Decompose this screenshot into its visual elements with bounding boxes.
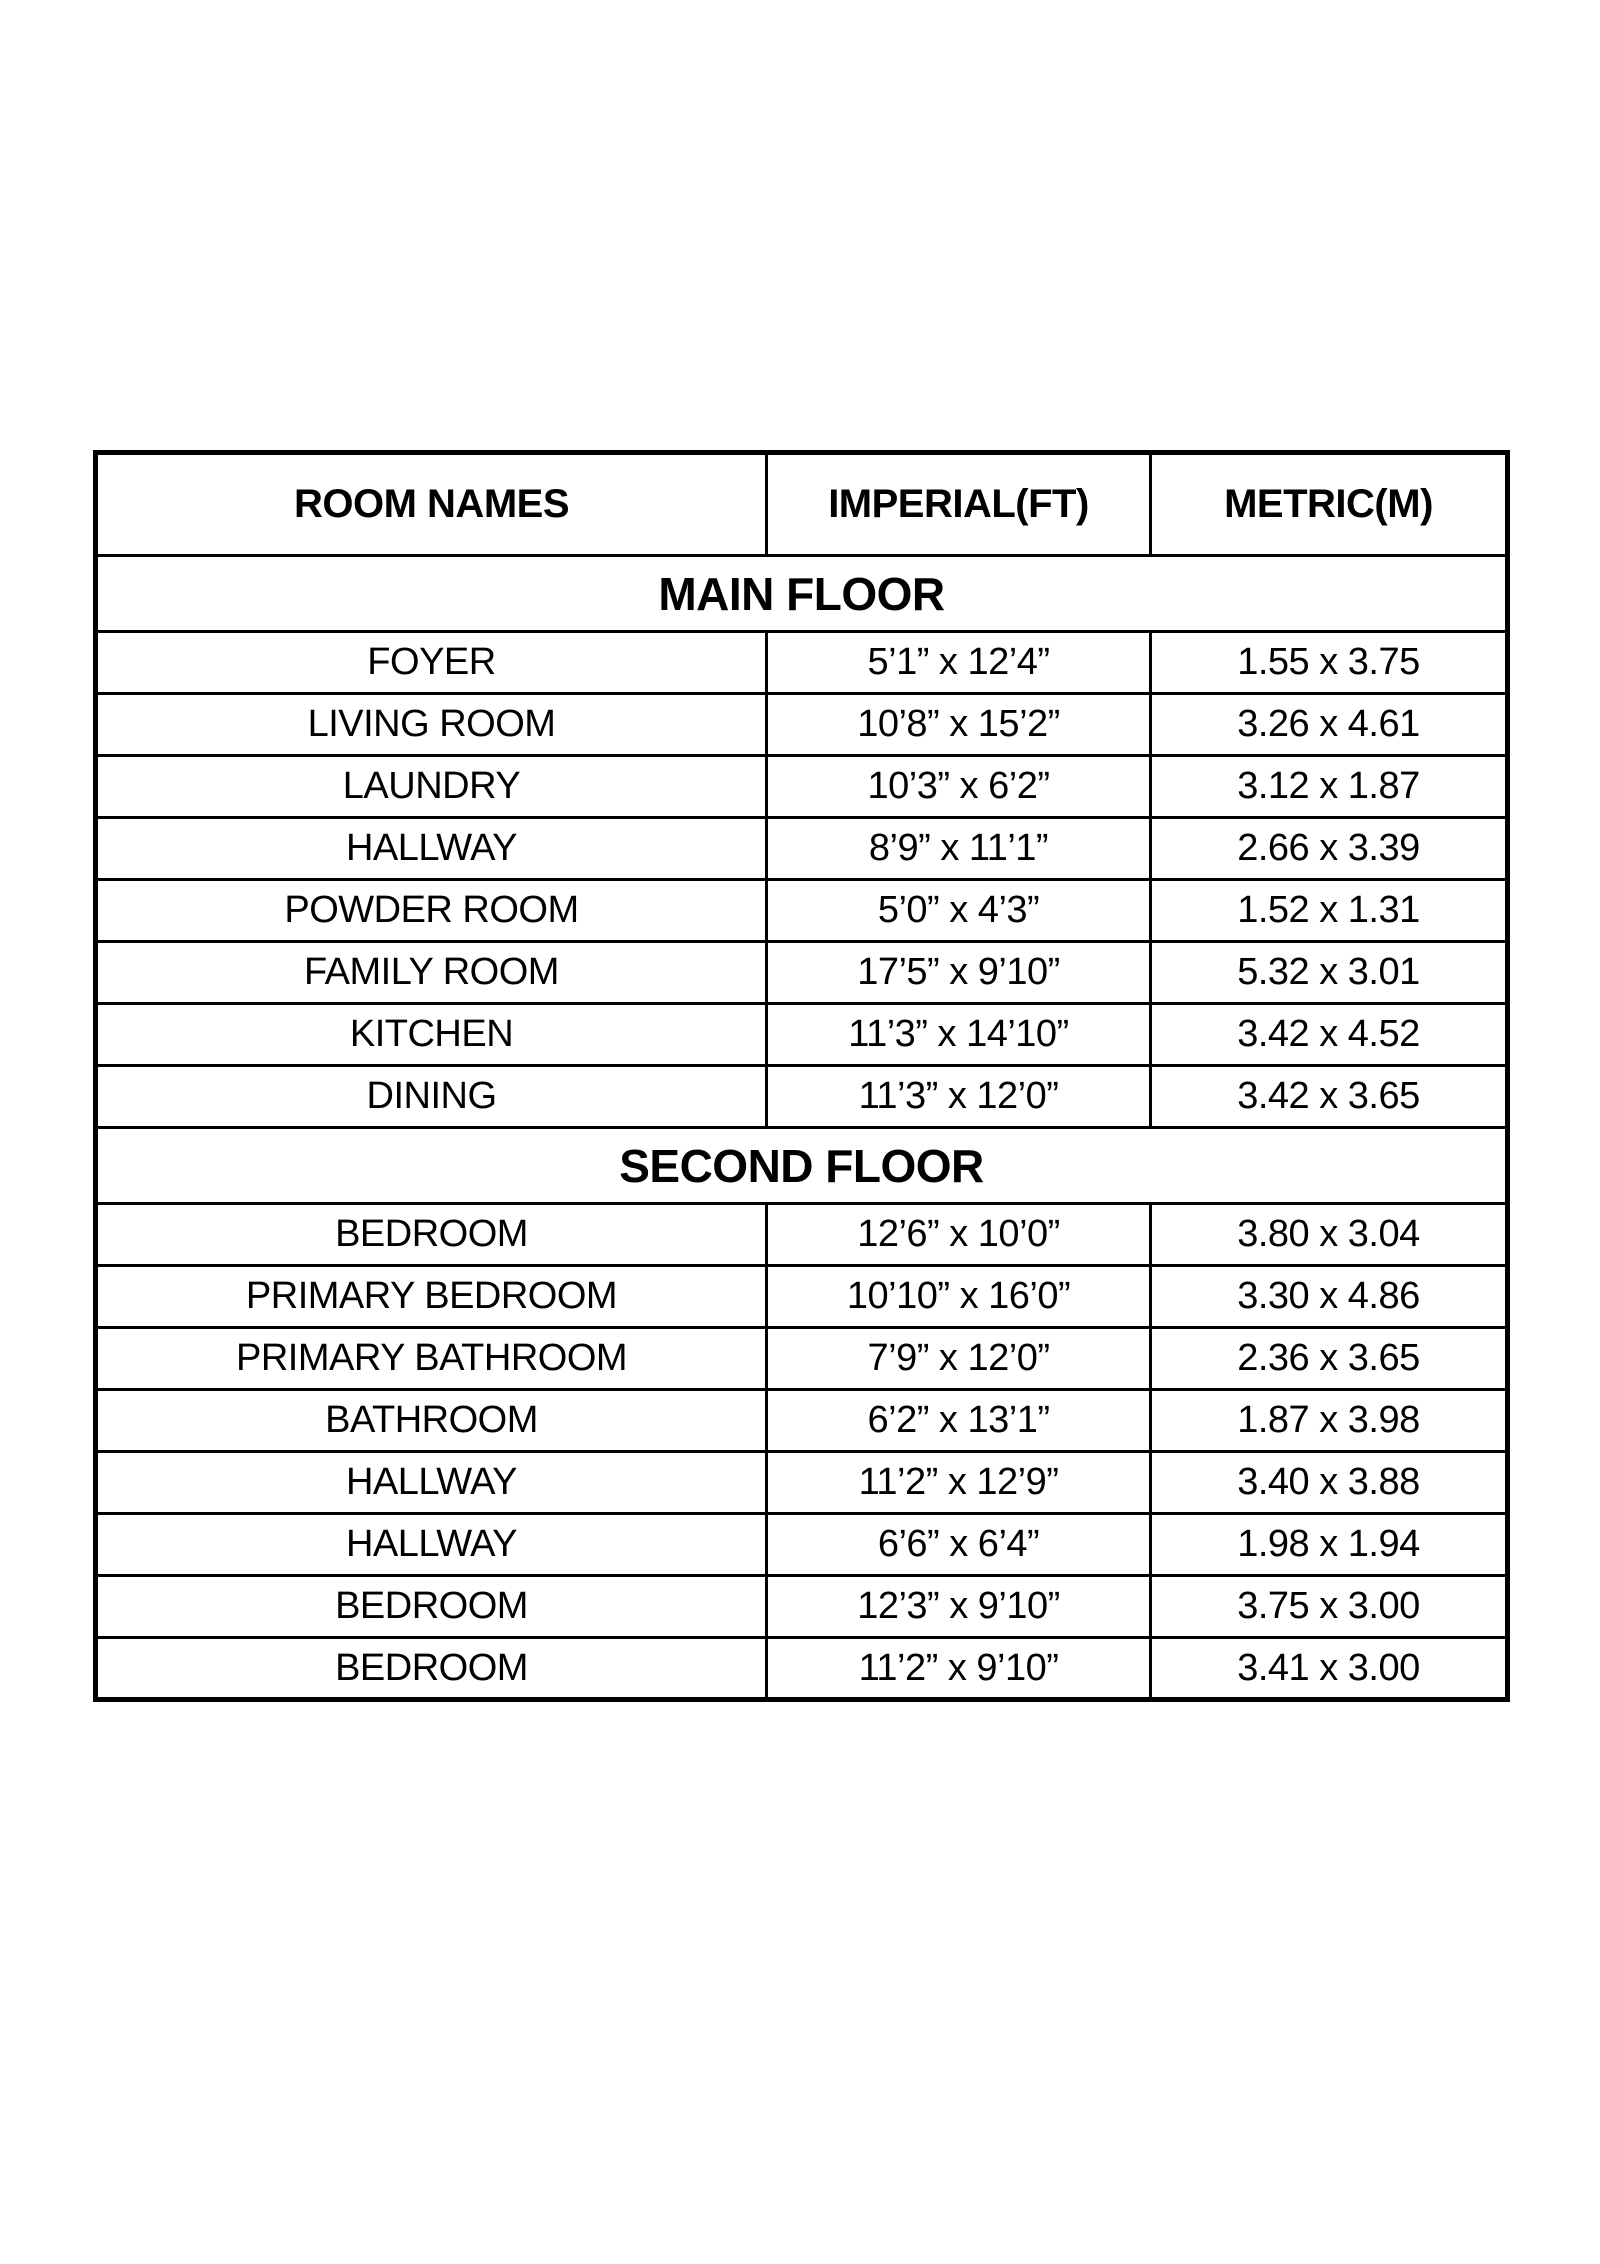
imperial-cell: 6’6” x 6’4” bbox=[767, 1514, 1151, 1576]
table-row bbox=[96, 1066, 1508, 1128]
imperial-cell: 5’0” x 4’3” bbox=[767, 880, 1151, 942]
imperial-cell: 12’6” x 10’0” bbox=[767, 1204, 1151, 1266]
metric-cell: 3.80 x 3.04 bbox=[1151, 1204, 1508, 1266]
metric-cell: 3.30 x 4.86 bbox=[1151, 1266, 1508, 1328]
table-row bbox=[96, 942, 1508, 1004]
section-title: SECOND FLOOR bbox=[96, 1128, 1508, 1204]
metric-cell: 1.52 x 1.31 bbox=[1151, 880, 1508, 942]
table-row bbox=[96, 632, 1508, 694]
table-row bbox=[96, 818, 1508, 880]
column-header-imperial: IMPERIAL(FT) bbox=[767, 453, 1151, 556]
room-name-cell: LIVING ROOM bbox=[96, 694, 767, 756]
metric-cell: 3.42 x 3.65 bbox=[1151, 1066, 1508, 1128]
imperial-cell: 7’9” x 12’0” bbox=[767, 1328, 1151, 1390]
table-row bbox=[96, 756, 1508, 818]
metric-cell: 3.26 x 4.61 bbox=[1151, 694, 1508, 756]
room-name-cell: KITCHEN bbox=[96, 1004, 767, 1066]
room-name-cell: PRIMARY BEDROOM bbox=[96, 1266, 767, 1328]
table-row bbox=[96, 1576, 1508, 1638]
imperial-cell: 10’10” x 16’0” bbox=[767, 1266, 1151, 1328]
imperial-cell: 11’2” x 12’9” bbox=[767, 1452, 1151, 1514]
metric-cell: 5.32 x 3.01 bbox=[1151, 942, 1508, 1004]
metric-cell: 2.36 x 3.65 bbox=[1151, 1328, 1508, 1390]
room-name-cell: POWDER ROOM bbox=[96, 880, 767, 942]
room-name-cell: BEDROOM bbox=[96, 1576, 767, 1638]
table-row bbox=[96, 694, 1508, 756]
table-row bbox=[96, 1328, 1508, 1390]
metric-cell: 3.12 x 1.87 bbox=[1151, 756, 1508, 818]
table-row bbox=[96, 1390, 1508, 1452]
imperial-cell: 11’2” x 9’10” bbox=[767, 1638, 1151, 1700]
imperial-cell: 10’8” x 15’2” bbox=[767, 694, 1151, 756]
table-row bbox=[96, 1266, 1508, 1328]
section-title: MAIN FLOOR bbox=[96, 556, 1508, 632]
imperial-cell: 8’9” x 11’1” bbox=[767, 818, 1151, 880]
room-name-cell: DINING bbox=[96, 1066, 767, 1128]
room-name-cell: BEDROOM bbox=[96, 1204, 767, 1266]
column-header-metric: METRIC(M) bbox=[1151, 453, 1508, 556]
imperial-cell: 5’1” x 12’4” bbox=[767, 632, 1151, 694]
metric-cell: 3.75 x 3.00 bbox=[1151, 1576, 1508, 1638]
room-name-cell: PRIMARY BATHROOM bbox=[96, 1328, 767, 1390]
section-header-second-floor bbox=[96, 1128, 1508, 1204]
imperial-cell: 17’5” x 9’10” bbox=[767, 942, 1151, 1004]
column-header-room-names: ROOM NAMES bbox=[96, 453, 767, 556]
imperial-cell: 11’3” x 12’0” bbox=[767, 1066, 1151, 1128]
imperial-cell: 11’3” x 14’10” bbox=[767, 1004, 1151, 1066]
table-row bbox=[96, 1204, 1508, 1266]
table-row bbox=[96, 880, 1508, 942]
room-name-cell: FAMILY ROOM bbox=[96, 942, 767, 1004]
imperial-cell: 12’3” x 9’10” bbox=[767, 1576, 1151, 1638]
imperial-cell: 10’3” x 6’2” bbox=[767, 756, 1151, 818]
metric-cell: 1.55 x 3.75 bbox=[1151, 632, 1508, 694]
metric-cell: 1.98 x 1.94 bbox=[1151, 1514, 1508, 1576]
table-row bbox=[96, 1004, 1508, 1066]
room-name-cell: HALLWAY bbox=[96, 1452, 767, 1514]
room-name-cell: HALLWAY bbox=[96, 1514, 767, 1576]
table-row bbox=[96, 1514, 1508, 1576]
room-name-cell: FOYER bbox=[96, 632, 767, 694]
table-header-row bbox=[96, 453, 1508, 556]
room-name-cell: HALLWAY bbox=[96, 818, 767, 880]
table-row bbox=[96, 1452, 1508, 1514]
metric-cell: 3.41 x 3.00 bbox=[1151, 1638, 1508, 1700]
metric-cell: 3.42 x 4.52 bbox=[1151, 1004, 1508, 1066]
room-dimensions-table bbox=[93, 450, 1510, 1702]
room-dimensions-table-container bbox=[93, 450, 1510, 1702]
table-row bbox=[96, 1638, 1508, 1700]
room-name-cell: BATHROOM bbox=[96, 1390, 767, 1452]
section-header-main-floor bbox=[96, 556, 1508, 632]
metric-cell: 3.40 x 3.88 bbox=[1151, 1452, 1508, 1514]
metric-cell: 1.87 x 3.98 bbox=[1151, 1390, 1508, 1452]
room-name-cell: BEDROOM bbox=[96, 1638, 767, 1700]
room-name-cell: LAUNDRY bbox=[96, 756, 767, 818]
imperial-cell: 6’2” x 13’1” bbox=[767, 1390, 1151, 1452]
metric-cell: 2.66 x 3.39 bbox=[1151, 818, 1508, 880]
